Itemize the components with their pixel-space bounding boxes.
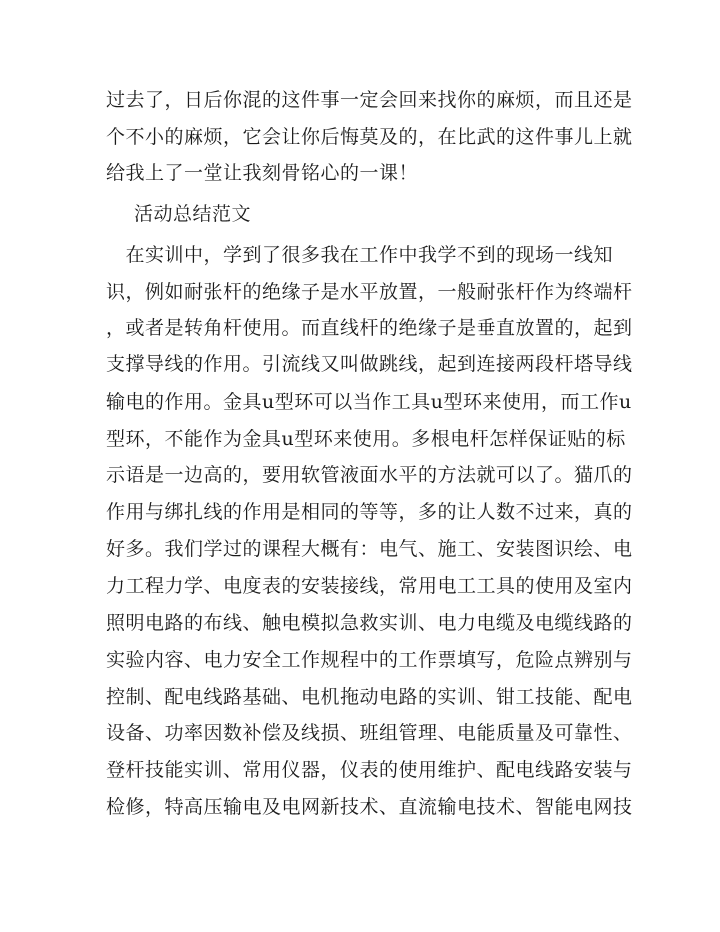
text-line-11: 示语是一边高的，要用软管液面水平的方法就可以了。猫爪的 [106,464,633,486]
text-line-18: 设备、功率因数补偿及线损、班组管理、电能质量及可靠性、 [106,722,633,744]
text-line-2: 个不小的麻烦，它会让你后悔莫及的，在比武的这件事儿上就 [106,126,633,148]
text-line-12: 作用与绑扎线的作用是相同的等等，多的让人数不过来，真的 [106,501,633,523]
text-line-17: 控制、配电线路基础、电机拖动电路的实训、钳工技能、配电 [106,686,633,708]
text-line-13: 好多。我们学过的课程大概有：电气、施工、安装图识绘、电 [106,538,633,560]
section-heading: 活动总结范文 [134,203,252,225]
text-line-10: 型环，不能作为金具u型环来使用。多根电杆怎样保证贴的标 [106,428,626,450]
text-line-19: 登杆技能实训、常用仪器，仪表的使用维护、配电线路安装与 [106,759,633,781]
text-line-6: 识，例如耐张杆的绝缘子是水平放置，一般耐张杆作为终端杆 [106,281,633,303]
text-line-14: 力工程力学、电度表的安装接线，常用电工工具的使用及室内 [106,575,633,597]
text-line-1: 过去了，日后你混的这件事一定会回来找你的麻烦，而且还是 [106,89,633,111]
text-line-20: 检修，特高压输电及电网新技术、直流输电技术、智能电网技 [106,796,633,818]
text-line-3: 给我上了一堂让我刻骨铭心的一课！ [106,162,419,184]
text-line-5: 在实训中，学到了很多我在工作中我学不到的现场一线知 [106,244,614,266]
text-line-16: 实验内容、电力安全工作规程中的工作票填写，危险点辨别与 [106,649,633,671]
text-line-8: 支撑导线的作用。引流线又叫做跳线，起到连接两段杆塔导线 [106,353,633,375]
text-line-15: 照明电路的布线、触电模拟急救实训、电力电缆及电缆线路的 [106,612,633,634]
text-line-7: ，或者是转角杆使用。而直线杆的绝缘子是垂直放置的，起到 [106,317,633,339]
text-line-9: 输电的作用。金具u型环可以当作工具u型环来使用，而工作u [106,391,632,413]
